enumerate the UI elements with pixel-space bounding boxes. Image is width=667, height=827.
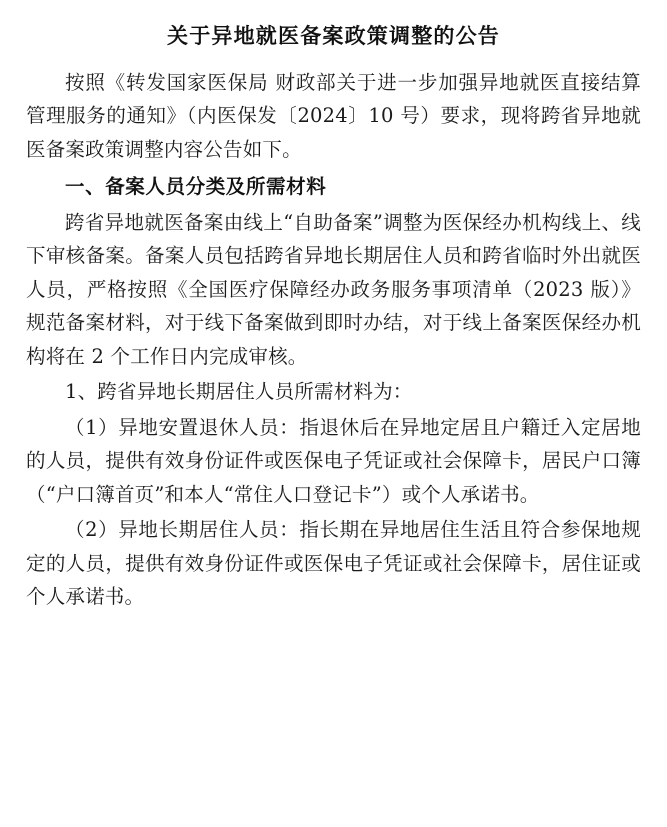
page-title: 关于异地就医备案政策调整的公告 (167, 23, 500, 48)
paragraph-item-1: 1、跨省异地长期居住人员所需材料为： (65, 380, 413, 404)
section-heading-1: 一、备案人员分类及所需材料 (65, 175, 327, 199)
paragraph-filing-overview: 跨省异地就医备案由线上“自助备案”调整为医保经办机构线上、线下审核备案。备案人员包括跨省异地长期居住人员和跨省临时外出就医人员，严格按照《全国医疗保障经办政务服务事项清单（2023 版）》规范备案材料，对于线下备案做到即时办结，对于线上备案医保经办机构将在 2 个工作日内完成审核。 (26, 210, 641, 368)
paragraph-item-1-1: （1）异地安置退休人员：指退休后在异地定居且户籍迁入定居地的人员，提供有效身份证件或医保电子凭证或社会保障卡，居民户口簿（“户口簿首页”和本人“常住人口登记卡”）或个人承诺书。 (26, 415, 641, 506)
paragraph-item-1-2: （2）异地长期居住人员：指长期在异地居住生活且符合参保地规定的人员，提供有效身份证件或医保电子凭证或社会保障卡，居住证或个人承诺书。 (26, 518, 641, 609)
paragraph-intro: 按照《转发国家医保局 财政部关于进一步加强异地就医直接结算管理服务的通知》（内医保发〔2024〕10 号）要求，现将跨省异地就医备案政策调整内容公告如下。 (26, 70, 641, 161)
document-body (26, 66, 641, 615)
